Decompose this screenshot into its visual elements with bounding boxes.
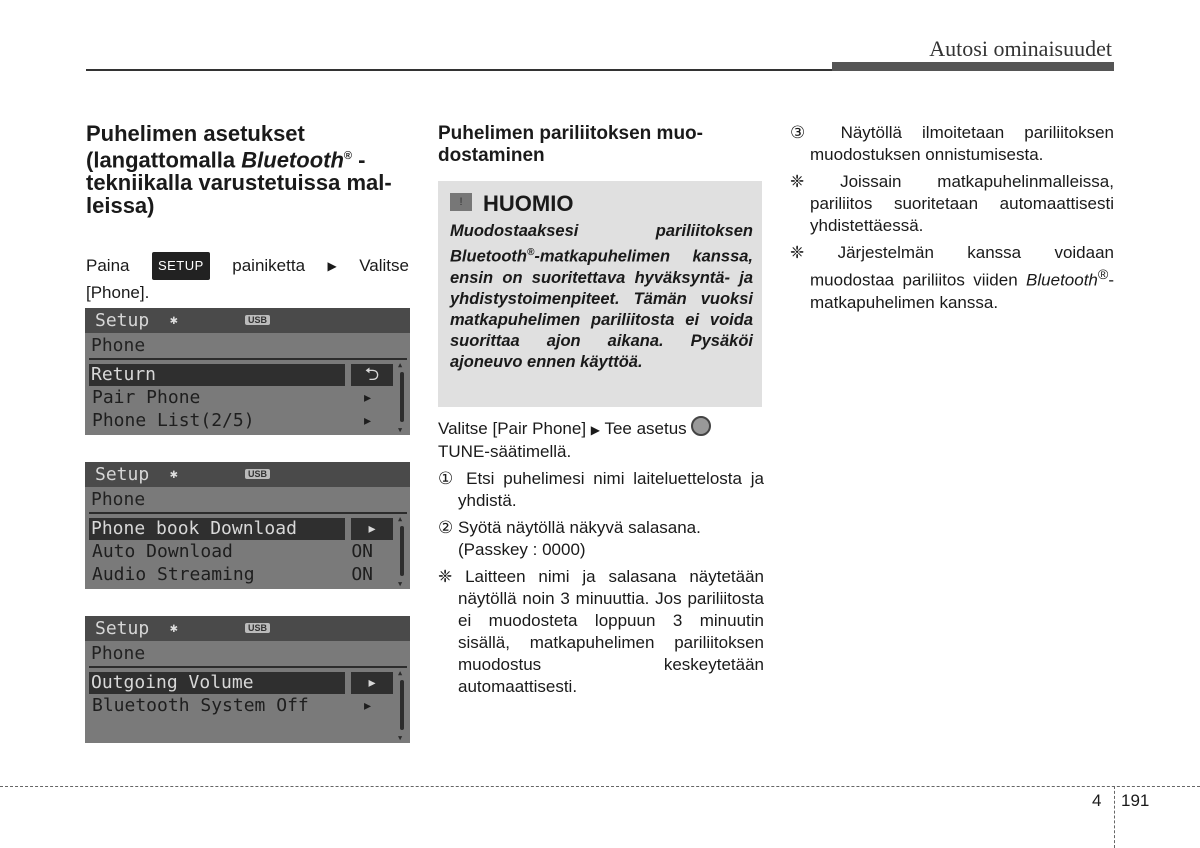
tune-knob-icon [691,416,711,436]
running-header: Autosi ominaisuudet [929,36,1112,61]
scrollbar: ▲ ▼ [398,361,403,434]
bluetooth-icon: ✱ [170,621,178,636]
bluetooth-icon: ✱ [170,313,178,328]
bluetooth-icon: ✱ [170,467,178,482]
scrollbar: ▲ ▼ [398,669,403,742]
footer-rule [0,786,1200,787]
step-2: ② Syötä näytöllä näkyvä salasana. (Passkey : 0000) [438,518,701,559]
setup-instruction: Paina SETUP painiketta ▶ Valitse [Phone]. [86,252,409,306]
warning-icon: ! [450,193,472,211]
select-pair-phone-step: Valitse [Pair Phone] ▶ Tee asetus TUNE-säätimellä. [438,416,764,463]
menu-item-audio-streaming[interactable]: Audio Streaming ON [92,564,373,585]
step-1: ① Etsi puhelimesi nimi laiteluettelosta ja yhdistä. [438,469,764,510]
usb-icon: USB [245,315,270,325]
caution-box [438,181,762,407]
chevron-right-icon: ▸ [362,387,373,408]
menu-item-phone-list[interactable]: Phone List(2/5) ▸ [92,410,373,431]
step-3: ③ Näytöllä ilmoitetaan pariliitoksen muodostuksen onnistumisesta. [790,123,1115,164]
chevron-right-icon: ▸ [362,410,373,431]
chevron-right-icon: ▸ [362,695,373,716]
menu-item-bluetooth-system-off[interactable]: Bluetooth System Off ▸ [92,695,373,716]
pairing-section-title: Puhelimen pariliitoksen muo- dostaminen [438,123,703,166]
menu-item-phonebook-download[interactable]: Phone book Download ▸ [89,518,397,540]
menu-item-outgoing-volume[interactable]: Outgoing Volume ▸ [89,672,397,694]
chapter-number: 4 [1092,791,1102,810]
lcd-screen-3: Setup ✱ USB Phone Outgoing Volume ▸ Bluetooth System Off ▸ ▲ ▼ [85,616,410,743]
setup-button-badge: SETUP [152,252,210,280]
arrow-right-icon: ▶ [590,423,601,437]
pairing-instructions [438,416,764,703]
chevron-right-icon: ▸ [351,672,393,694]
menu-item-pair-phone[interactable]: Pair Phone ▸ [92,387,373,408]
arrow-right-icon: ▶ [327,259,337,273]
menu-item-auto-download[interactable]: Auto Download ON [92,541,373,562]
return-icon: ⮌ [351,364,393,386]
header-rule [86,69,832,71]
lcd-screen-2: Setup ✱ USB Phone Phone book Download ▸ Auto Download ON Audio Streaming ON ▲ ▼ [85,462,410,589]
menu-item-return[interactable]: Return ⮌ [89,364,397,386]
caution-text: Muodostaaksesi pariliitoksen Bluetooth®-matkapuhelimen kanssa, ensin on suoritettava hyväksyntä- ja yhdistystoimenpiteet. Tämän vuoksi matkapuhelimen pariliitosta ei voida suorittaa ajon aikana. Pysäköi ajoneuvo ennen käyttöä. [450,222,753,371]
caution-heading: HUOMIO [483,191,574,216]
usb-icon: USB [245,623,270,633]
section-title: Puhelimen asetukset (langattomalla Bluetooth® - tekniikalla varustetuissa mal- leissa) [86,121,392,219]
chevron-right-icon: ▸ [351,518,393,540]
lcd-screen-1: Setup ✱ USB Phone Return ⮌ Pair Phone ▸ Phone List(2/5) ▸ ▲ ▼ [85,308,410,435]
header-rule-thick [832,62,1114,71]
page-number: 191 [1121,791,1150,810]
note-auto-pairing: ❈ Joissain matkapuhelinmalleissa, pariliitos suoritetaan automaattisesti yhdistettäessä. [790,172,1114,235]
footer-divider [1114,786,1115,848]
usb-icon: USB [245,469,270,479]
scrollbar: ▲ ▼ [398,515,403,588]
note-timeout: ❈ Laitteen nimi ja salasana näytetään näytöllä noin 3 minuuttia. Jos pariliitosta ei muodosteta loppuun 3 minuutin sisällä, matkapuhelimen pariliitoksen muodostus keskeytetään automaattisesti. [438,567,764,696]
note-five-phones: ❈ Järjestelmän kanssa voidaan muodostaa pariliitos viiden Bluetooth®-matkapuhelimen kanssa. [790,243,1114,312]
right-column-notes [790,122,1114,319]
